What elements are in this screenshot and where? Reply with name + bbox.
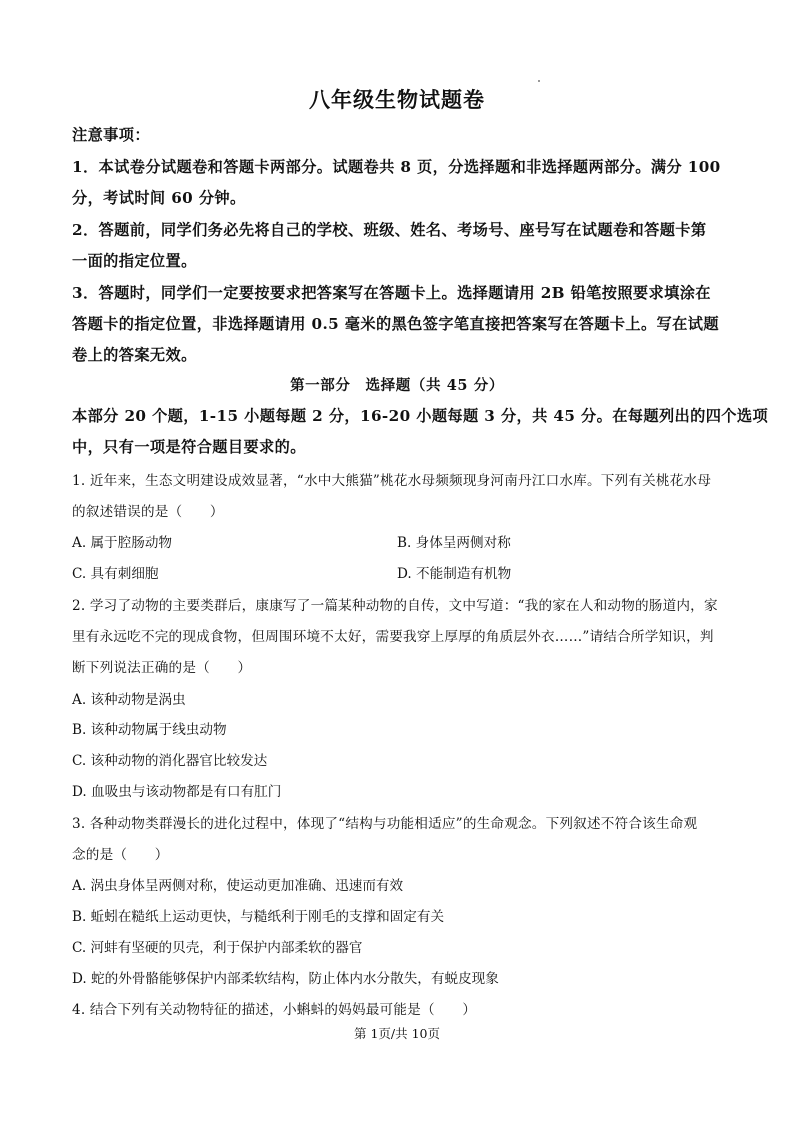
scan-dot (538, 80, 540, 82)
notice-line: 2．答题前，同学们务必先将自己的学校、班级、姓名、考场号、座号写在试题卷和答题卡第 (72, 221, 707, 239)
option-d: D. 血吸虫与该动物都是有口有肛门 (72, 784, 282, 800)
notice-heading: 注意事项： (72, 126, 150, 144)
option-a: A. 属于腔肠动物 (72, 535, 173, 551)
question-stem: 2. 学习了动物的主要类群后，康康写了一篇某种动物的自传，文中写道：“我的家在人和动物的肠道内，家 (72, 598, 718, 614)
question-stem: 里有永远吃不完的现成食物，但周围环境不太好，需要我穿上厚厚的角质层外衣……”请结合所学知识，判 (72, 629, 714, 645)
question-stem: 念的是（ ） (72, 847, 169, 863)
option-b: B. 蚯蚓在糙纸上运动更快，与糙纸利于刚毛的支撑和固定有关 (72, 909, 445, 925)
section-desc: 本部分 20 个题，1-15 小题每题 2 分，16-20 小题每题 3 分，共 45 分。在每题列出的四个选项 (72, 407, 769, 425)
notice-line: 一面的指定位置。 (72, 252, 197, 270)
question-stem: 3. 各种动物类群漫长的进化过程中，体现了“结构与功能相适应”的生命观念。下列叙述不符合该生命观 (72, 816, 698, 832)
question-stem: 4. 结合下列有关动物特征的描述，小蝌蚪的妈妈最可能是（ ） (72, 1002, 477, 1018)
page-title: 八年级生物试题卷 (309, 87, 485, 112)
question-stem: 1. 近年来，生态文明建设成效显著，“水中大熊猫”桃花水母频频现身河南丹江口水库。下列有关桃花水母 (72, 473, 712, 489)
option-d: D. 不能制造有机物 (397, 566, 512, 582)
notice-line: 3．答题时，同学们一定要按要求把答案写在答题卡上。选择题请用 2B 铅笔按照要求填涂在 (72, 284, 711, 302)
option-a: A. 涡虫身体呈两侧对称，使运动更加准确、迅速而有效 (72, 878, 404, 894)
page-footer: 第 1页/共 10页 (353, 1026, 441, 1041)
option-c: C. 具有刺细胞 (72, 566, 159, 582)
option-c: C. 河蚌有坚硬的贝壳，利于保护内部柔软的器官 (72, 940, 363, 956)
option-c: C. 该种动物的消化器官比较发达 (72, 753, 268, 769)
notice-line: 1．本试卷分试题卷和答题卡两部分。试题卷共 8 页，分选择题和非选择题两部分。满分 100 (72, 158, 721, 176)
question-stem: 的叙述错误的是（ ） (72, 504, 224, 520)
option-a: A. 该种动物是涡虫 (72, 692, 186, 708)
notice-line: 分，考试时间 60 分钟。 (72, 189, 246, 207)
section-desc: 中，只有一项是符合题目要求的。 (72, 438, 306, 456)
option-b: B. 该种动物属于线虫动物 (72, 722, 227, 738)
notice-line: 答题卡的指定位置，非选择题请用 0.5 毫米的黑色签字笔直接把答案写在答题卡上。写在试题 (72, 315, 719, 333)
section-title: 第一部分 选择题（共 45 分） (290, 377, 504, 394)
notice-line: 卷上的答案无效。 (72, 346, 197, 364)
option-d: D. 蛇的外骨骼能够保护内部柔软结构，防止体内水分散失，有蜕皮现象 (72, 971, 499, 987)
option-b: B. 身体呈两侧对称 (397, 535, 511, 551)
question-stem: 断下列说法正确的是（ ） (72, 660, 252, 676)
